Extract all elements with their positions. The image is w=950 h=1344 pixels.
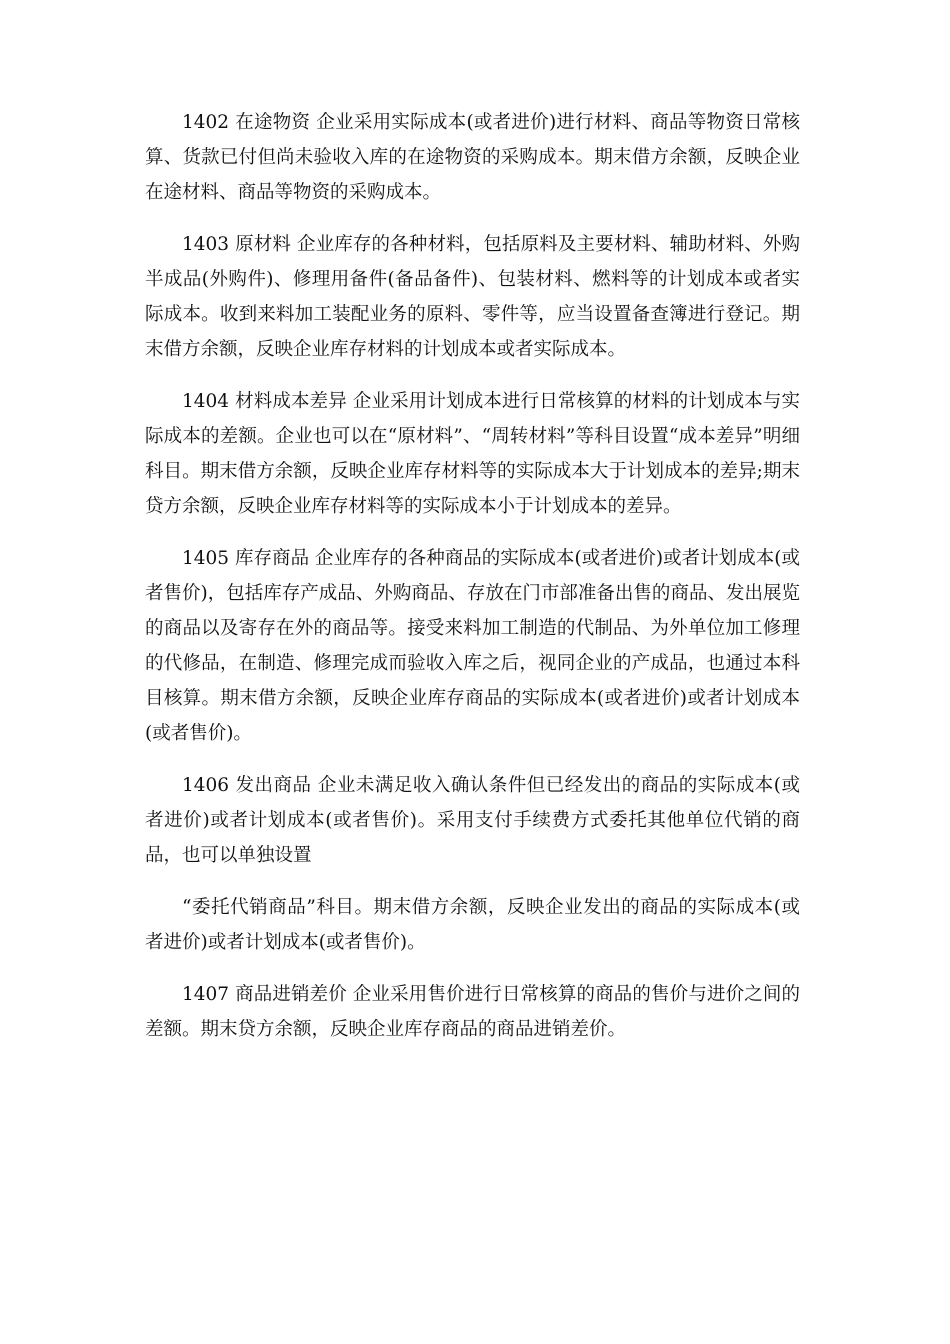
paragraph-1407: 1407 商品进销差价 企业采用售价进行日常核算的商品的售价与进价之间的差额。期末贷方余额，反映企业库存商品的商品进销差价。 [145, 984, 800, 1040]
document-body [145, 105, 800, 1064]
paragraph-1402: 1402 在途物资 企业采用实际成本(或者进价)进行材料、商品等物资日常核算、货款已付但尚未验收入库的在途物资的采购成本。期末借方余额，反映企业在途材料、商品等物资的采购成本。 [145, 112, 800, 203]
paragraph-1404: 1404 材料成本差异 企业采用计划成本进行日常核算的材料的计划成本与实际成本的差额。企业也可以在“原材料”、“周转材料”等科目设置“成本差异”明细科目。期末借方余额，反映企业库存材料等的实际成本大于计划成本的差异;期末贷方余额，反映企业库存材料等的实际成本小于计划成本的差异。 [145, 391, 800, 517]
paragraph-1406-continued: “委托代销商品”科目。期末借方余额，反映企业发出的商品的实际成本(或者进价)或者计划成本(或者售价)。 [145, 897, 800, 953]
paragraph-1403: 1403 原材料 企业库存的各种材料，包括原料及主要材料、辅助材料、外购半成品(外购件)、修理用备件(备品备件)、包装材料、燃料等的计划成本或者实际成本。收到来料加工装配业务的原料、零件等，应当设置备查簿进行登记。期末借方余额，反映企业库存材料的计划成本或者实际成本。 [145, 234, 800, 360]
paragraph-1405: 1405 库存商品 企业库存的各种商品的实际成本(或者进价)或者计划成本(或者售价)，包括库存产成品、外购商品、存放在门市部准备出售的商品、发出展览的商品以及寄存在外的商品等。接受来料加工制造的代制品、为外单位加工修理的代修品，在制造、修理完成而验收入库之后，视同企业的产成品，也通过本科目核算。期末借方余额，反映企业库存商品的实际成本(或者进价)或者计划成本(或者售价)。 [145, 548, 800, 744]
paragraph-1406: 1406 发出商品 企业未满足收入确认条件但已经发出的商品的实际成本(或者进价)或者计划成本(或者售价)。采用支付手续费方式委托其他单位代销的商品，也可以单独设置 [145, 775, 800, 866]
